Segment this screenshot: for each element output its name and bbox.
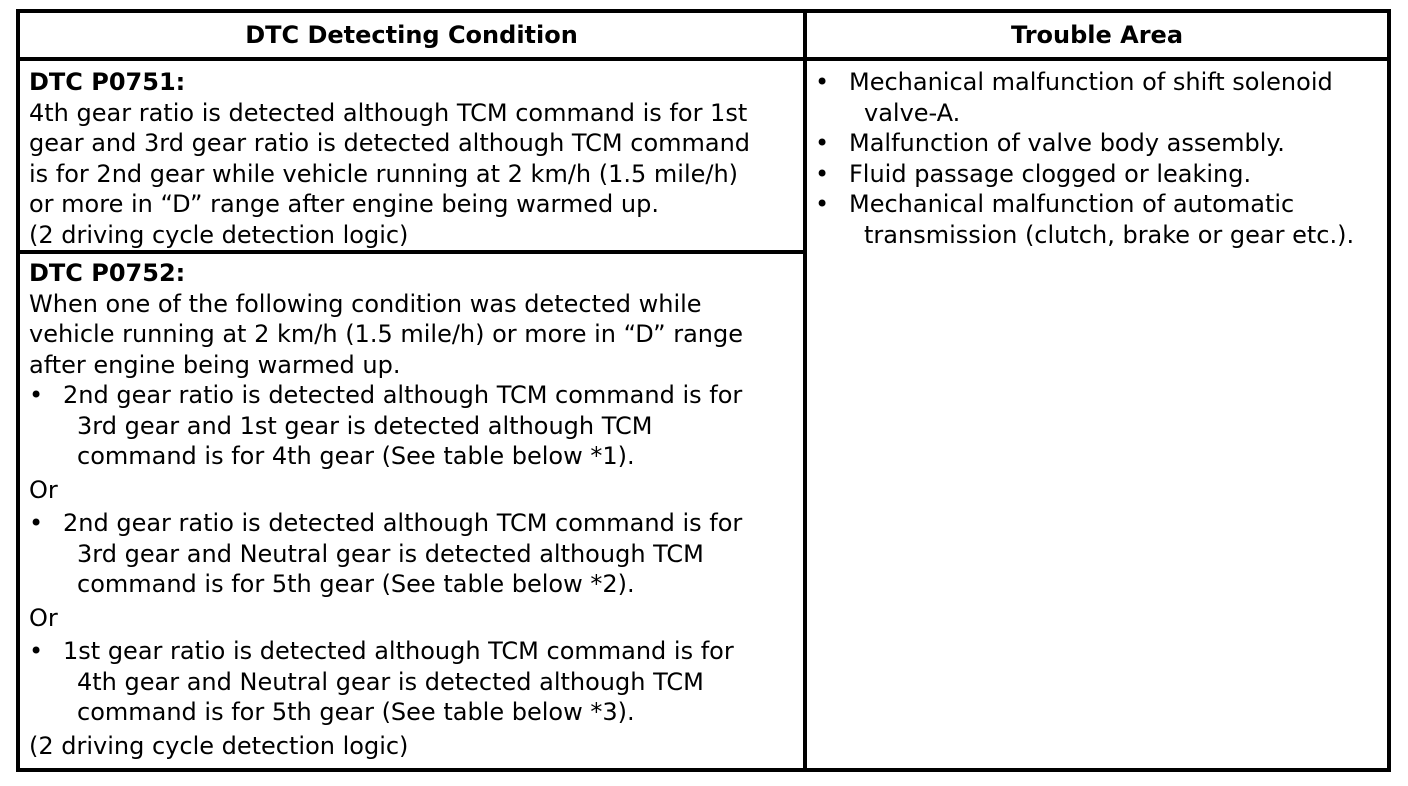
or-separator: Or	[29, 603, 58, 632]
dtc-table	[16, 9, 1391, 772]
bullet-cont-line: command is for 5th gear (See table below *3).	[77, 698, 635, 726]
trouble-area-cont-line: valve-A.	[864, 98, 961, 127]
dtc-p0752-code: DTC P0752:	[29, 259, 186, 287]
bullet-first-line: 2nd gear ratio is detected although TCM command is for	[63, 509, 743, 537]
bullet-dot-icon: •	[815, 159, 830, 188]
header-trouble-area	[807, 13, 1387, 61]
bullet-cont-line: 3rd gear and Neutral gear is detected although TCM	[77, 539, 704, 568]
bullet-first-line: 2nd gear ratio is detected although TCM command is for	[63, 381, 743, 409]
bullet-cont-line: 4th gear and Neutral gear is detected although TCM	[77, 667, 704, 696]
bullet-cont-line: command is for 4th gear (See table below *1).	[77, 442, 635, 470]
dtc-p0751-line: gear and 3rd gear ratio is detected although TCM command	[29, 129, 751, 157]
dtc-p0751-condition	[20, 61, 807, 254]
bullet-cont-line: command is for 5th gear (See table below *2).	[77, 570, 635, 598]
trouble-area-item	[815, 128, 1383, 159]
dtc-p0752-bullet-2	[29, 508, 795, 600]
header-detecting-condition-label: DTC Detecting Condition	[245, 20, 578, 49]
dtc-p0751-line: is for 2nd gear while vehicle running at 2 km/h (1.5 mile/h)	[29, 159, 739, 188]
dtc-p0751-code: DTC P0751:	[29, 68, 186, 96]
trouble-area-first-line: Fluid passage clogged or leaking.	[849, 159, 1252, 188]
bullet-dot-icon: •	[815, 190, 830, 218]
bullet-dot-icon: •	[29, 509, 44, 537]
bullet-first-line: 1st gear ratio is detected although TCM command is for	[63, 637, 734, 665]
trouble-area-first-line: Mechanical malfunction of shift solenoid	[849, 68, 1333, 96]
dtc-p0752-bullet-1	[29, 380, 795, 472]
bullet-dot-icon: •	[815, 129, 830, 157]
dtc-p0752-condition	[20, 254, 807, 768]
dtc-p0752-footer: (2 driving cycle detection logic)	[29, 731, 409, 760]
dtc-p0752-intro-line: vehicle running at 2 km/h (1.5 mile/h) or more in “D” range	[29, 320, 743, 348]
dtc-p0752-intro-line: When one of the following condition was detected while	[29, 289, 702, 318]
bullet-dot-icon: •	[29, 381, 44, 409]
dtc-p0751-line: (2 driving cycle detection logic)	[29, 220, 409, 249]
trouble-area-item	[815, 67, 1383, 128]
dtc-p0752-intro-line: after engine being warmed up.	[29, 350, 401, 379]
trouble-area-cont-line: transmission (clutch, brake or gear etc.).	[864, 220, 1355, 249]
trouble-area-first-line: Malfunction of valve body assembly.	[849, 129, 1285, 157]
bullet-dot-icon: •	[29, 637, 44, 665]
trouble-area-list	[807, 61, 1387, 768]
dtc-p0752-bullet-3	[29, 636, 795, 728]
or-separator: Or	[29, 475, 58, 504]
header-detecting-condition	[20, 13, 807, 61]
bullet-cont-line: 3rd gear and 1st gear is detected although TCM	[77, 411, 653, 440]
bullet-dot-icon: •	[815, 68, 830, 96]
trouble-area-first-line: Mechanical malfunction of automatic	[849, 190, 1295, 218]
dtc-p0751-line: 4th gear ratio is detected although TCM command is for 1st	[29, 98, 748, 127]
trouble-area-item	[815, 159, 1383, 190]
header-trouble-area-label: Trouble Area	[1010, 20, 1184, 49]
trouble-area-item	[815, 189, 1383, 250]
dtc-p0751-line: or more in “D” range after engine being warmed up.	[29, 190, 659, 218]
